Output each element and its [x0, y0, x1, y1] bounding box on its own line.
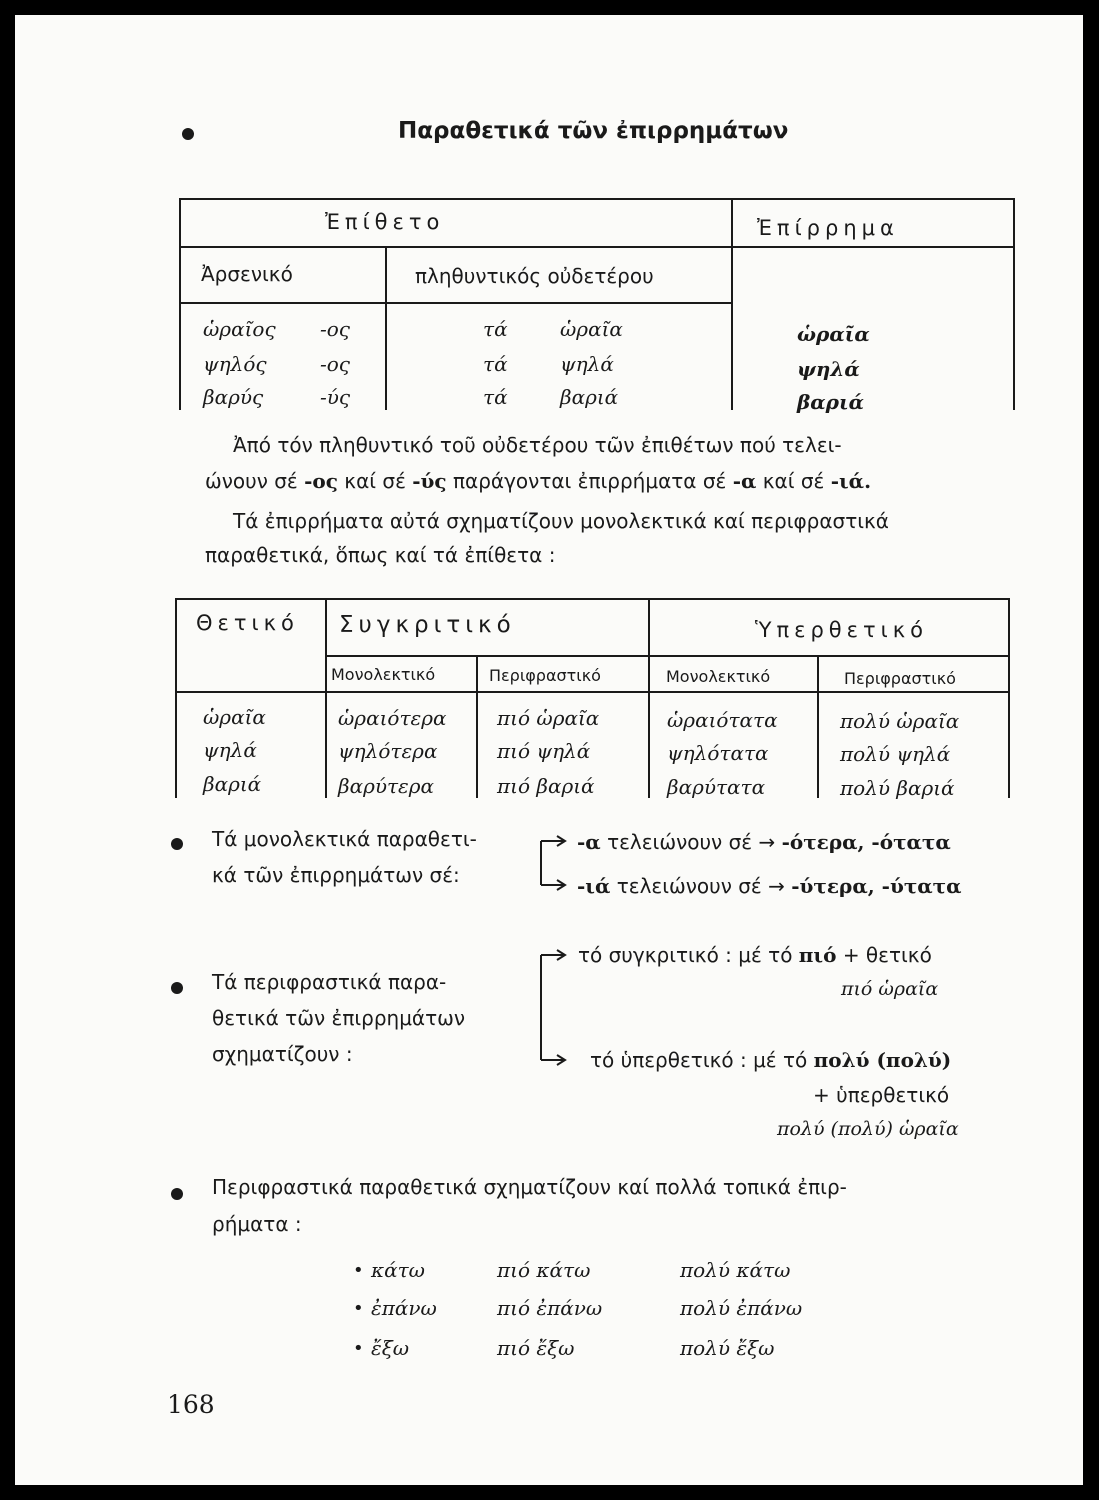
header-epitheto: Ἐπίθετο	[325, 210, 445, 234]
header-sygkritiko: Συγκριτικό	[339, 612, 516, 638]
cell-yperthetiko-mono: βαρύτατα	[667, 775, 766, 799]
paragraph-line: Τά ἐπιρρήματα αὐτά σχηματίζουν μονολεκτικά καί περιφραστικά	[233, 509, 889, 533]
bullet	[171, 838, 183, 850]
adverb-superlative: πολύ κάτω	[680, 1258, 791, 1282]
adverb-base: ἔξω	[371, 1336, 410, 1360]
cell-thetiko: βαριά	[203, 772, 262, 796]
adverb-base: ἐπάνω	[371, 1296, 437, 1320]
adverb-comparative: πιό ἔξω	[497, 1336, 575, 1360]
cell-sygkritiko-mono: ὡραιότερα	[338, 706, 447, 730]
subheader-monolektiko: Μονολεκτικό	[666, 667, 771, 686]
adverb-comparative: πιό κάτω	[497, 1258, 591, 1282]
paragraph-line: Ἀπό τόν πληθυντικό τοῦ οὐδετέρου τῶν ἐπιθέτων πού τελει-	[233, 433, 842, 457]
subheader-monolektiko: Μονολεκτικό	[331, 665, 436, 684]
page: Παραθετικά τῶν ἐπιρρημάτων Ἐπίθετο Ἐπίρρημα Ἀρσενικό πληθυντικός οὐδετέρου ὡραῖος -ος τά ὡραῖα ὡραῖα ψηλός -ος τά ψηλά ψηλά βαρύς -ύς τά βαριά βαριά Ἀπό τόν πληθυντικό τοῦ οὐδετέρου τῶν ἐπιθέτων πού τελει- ώνουν σέ -ος καί σέ -ύς παράγονται ἐπιρρήματα σέ -α καί σέ -ιά. Τά ἐπιρρήματα αὐτά σχηματίζουν μονολεκτικά καί περιφραστικά παραθετικά, ὅπως καί τά ἐπίθετα : Θετικό Συγκριτικό Ὑπερθετικό Μονολεκτικό Περιφραστικό Μονολεκτικό Περιφραστικό ὡραῖα ὡραιότερα πιό ὡραῖα ὡραιότατα πολύ ὡραῖα ψηλά ψηλότερα πιό ψηλά ψηλότατα πολύ ψηλά βαριά βαρύτερα πιό βαριά βαρύτατα πολύ βαριά Τά μονολεκτικά παραθετι- κά τῶν ἐπιρρημάτων σέ: -α τελειώνουν σέ → -ότερα, -ότατα -ιά τελειώνουν σέ → -ύτερα, -ύτατα Τά περιφραστικά παρα- θετικά τῶν ἐπιρρημάτων σχηματίζουν : τό συγκριτικό : μέ τό πιό + θετικό πιό ὡραῖα τό ὑπερθετικό : μέ τό πολύ (πολύ) + ὑπερθετικό πολύ (πολύ) ὡραῖα Περιφραστικά παραθετικά σχηματίζουν καί πολλά τοπικά ἐπιρ- ρήματα : • κάτω πιό κάτω πολύ κάτω • ἐπάνω πιό ἐπάνω πολύ ἐπάνω • ἔξω πιό ἔξω πολύ ἔξω 168	[15, 15, 1083, 1485]
cell-adj: ὡραῖος	[203, 317, 276, 341]
example: πολύ (πολύ) ὡραῖα	[777, 1118, 959, 1140]
cell-article: τά	[483, 352, 508, 376]
rule2-text: θετικά τῶν ἐπιρρημάτων	[212, 1006, 466, 1030]
arrow-right-icon: →	[758, 830, 776, 854]
bracket-arrows	[535, 823, 575, 903]
cell-article: τά	[483, 385, 508, 409]
bracket-arrows	[535, 943, 575, 1073]
rule2-line: + ὑπερθετικό	[813, 1083, 950, 1107]
cell-adverb: ὡραῖα	[797, 322, 870, 346]
cell-ending: -ύς	[320, 385, 351, 409]
cell-neuter: ψηλά	[560, 352, 614, 376]
cell-article: τά	[483, 317, 508, 341]
cell-neuter: ὡραῖα	[560, 317, 623, 341]
paragraph-line: παραθετικά, ὅπως καί τά ἐπίθετα :	[205, 543, 556, 567]
rule2-text: σχηματίζουν :	[212, 1042, 353, 1066]
rule1-text: κά τῶν ἐπιρρημάτων σέ:	[212, 863, 460, 887]
adverb-superlative: πολύ ἐπάνω	[680, 1296, 803, 1320]
rule2-line: τό συγκριτικό : μέ τό πιό + θετικό	[578, 943, 932, 967]
arrow-right-icon: →	[768, 874, 785, 898]
cell-yperthetiko-peri: πολύ βαριά	[840, 776, 955, 800]
cell-sygkritiko-peri: πιό βαριά	[497, 774, 595, 798]
adverb-base: κάτω	[371, 1258, 425, 1282]
header-thetiko: Θετικό	[196, 611, 299, 635]
cell-neuter: βαριά	[560, 385, 619, 409]
rule1-line: -ιά τελειώνουν σέ → -ύτερα, -ύτατα	[577, 874, 962, 898]
section-title: Παραθετικά τῶν ἐπιρρημάτων	[398, 118, 789, 144]
cell-adverb: βαριά	[797, 390, 865, 414]
header-arseniko: Ἀρσενικό	[201, 262, 293, 286]
rule3-text: Περιφραστικά παραθετικά σχηματίζουν καί πολλά τοπικά ἐπιρ-	[212, 1175, 847, 1199]
header-plithyntikos: πληθυντικός οὐδετέρου	[415, 264, 654, 288]
rule1-line: -α τελειώνουν σέ → -ότερα, -ότατα	[577, 830, 951, 854]
subheader-periphrastiko: Περιφραστικό	[489, 666, 601, 685]
cell-ending: -ος	[320, 352, 350, 376]
cell-yperthetiko-mono: ὡραιότατα	[667, 708, 778, 732]
cell-sygkritiko-peri: πιό ψηλά	[497, 739, 591, 763]
cell-yperthetiko-mono: ψηλότατα	[667, 741, 769, 765]
cell-ending: -ος	[320, 317, 350, 341]
cell-thetiko: ψηλά	[203, 738, 257, 762]
cell-yperthetiko-peri: πολύ ὡραῖα	[840, 709, 960, 733]
paragraph-line: ώνουν σέ -ος καί σέ -ύς παράγονται ἐπιρρήματα σέ -α καί σέ -ιά.	[205, 469, 872, 493]
cell-adverb: ψηλά	[797, 357, 860, 381]
header-epirrima: Ἐπίρρημα	[757, 216, 899, 240]
subheader-periphrastiko: Περιφραστικό	[844, 669, 956, 688]
rule3-text: ρήματα :	[212, 1212, 302, 1236]
bullet	[182, 128, 194, 140]
cell-sygkritiko-mono: βαρύτερα	[338, 774, 435, 798]
bullet	[171, 1188, 183, 1200]
cell-yperthetiko-peri: πολύ ψηλά	[840, 742, 951, 766]
cell-adj: βαρύς	[203, 385, 264, 409]
header-yperthetiko: Ὑπερθετικό	[755, 618, 928, 642]
adverb-superlative: πολύ ἔξω	[680, 1336, 775, 1360]
rule1-text: Τά μονολεκτικά παραθετι-	[212, 827, 477, 851]
example: πιό ὡραῖα	[841, 978, 939, 1000]
page-number: 168	[167, 1390, 215, 1419]
cell-sygkritiko-peri: πιό ὡραῖα	[497, 706, 600, 730]
adverb-comparative: πιό ἐπάνω	[497, 1296, 603, 1320]
rule2-text: Τά περιφραστικά παρα-	[212, 970, 447, 994]
cell-thetiko: ὡραῖα	[203, 705, 266, 729]
cell-adj: ψηλός	[203, 352, 267, 376]
bullet	[171, 982, 183, 994]
rule2-line: τό ὑπερθετικό : μέ τό πολύ (πολύ)	[590, 1048, 952, 1072]
cell-sygkritiko-mono: ψηλότερα	[338, 739, 438, 763]
